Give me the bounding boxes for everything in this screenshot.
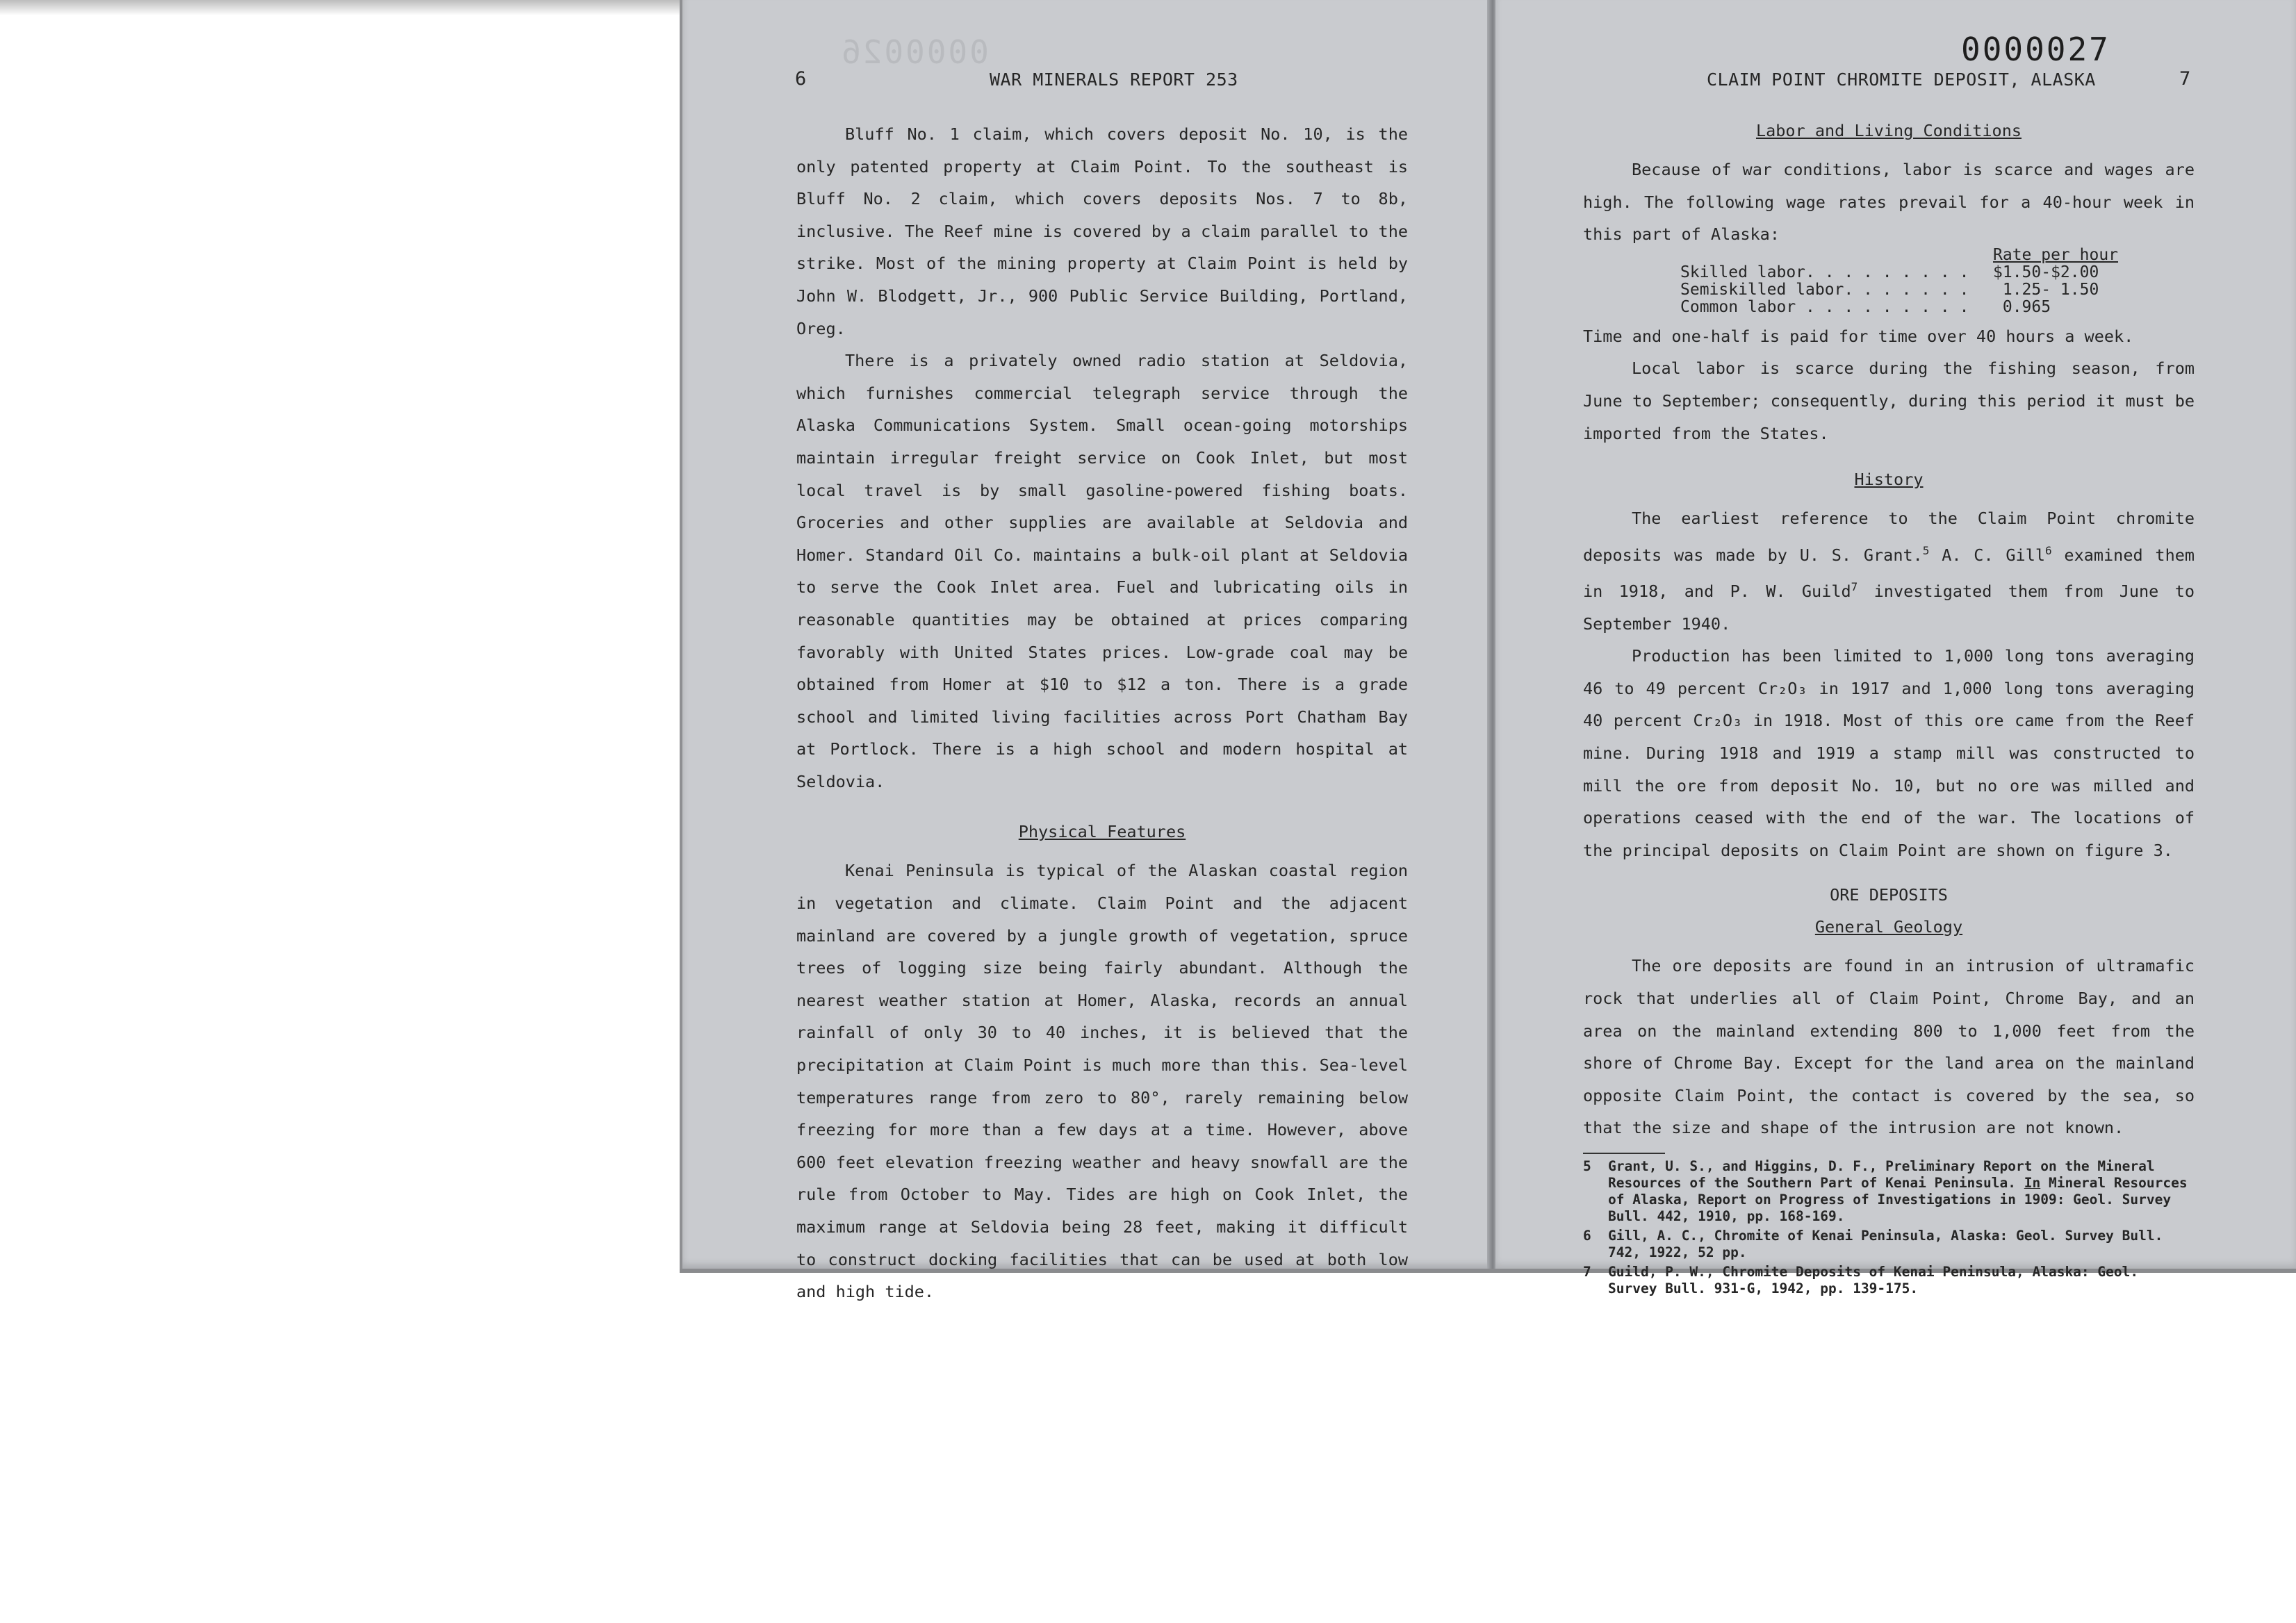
- footnotes: [1583, 1158, 2195, 1297]
- wage-rate: 0.965: [1993, 297, 2051, 316]
- heading-physical-features: Physical Features: [1018, 822, 1186, 842]
- wage-label: Skilled labor. . . . . . . . .: [1680, 263, 1969, 281]
- paragraph-physical-features: Kenai Peninsula is typical of the Alaskan coastal region in vegetation and climate. Claim Point and the adjacent mainland are covered by a jungle growth of vegetation, spruce trees of logging size being fairly abundant. Although the nearest weather station at Homer, Alaska, records an annual rainfall of only 30 to 40 inches, it is believed that the precipitation at Claim Point is much more than this. Sea-level temperatures range from zero to 80°, rarely remaining below freezing for more than a few days at a time. However, above 600 feet elevation freezing weather and heavy snowfall are the rule from October to May. Tides are high on Cook Inlet, the maximum range at Seldovia being 28 feet, making it difficult to construct docking facilities that can be used at both low and high tide.: [796, 861, 1408, 1302]
- footnote-ref: 5: [1922, 543, 1930, 557]
- footnote-ref: 6: [2045, 543, 2052, 557]
- scan-shadow: [0, 0, 681, 15]
- footnote-rule: [1583, 1153, 1665, 1154]
- wage-label: Common labor . . . . . . . . .: [1680, 297, 1969, 316]
- footnote: 6 Gill, A. C., Chromite of Kenai Peninsula, Alaska: Geol. Survey Bull. 742, 1922, 52 pp.: [1583, 1227, 2163, 1260]
- right-text-column: [1583, 115, 2195, 1300]
- wage-rate: 1.25- 1.50: [1993, 280, 2099, 299]
- wage-table-header: Rate per hour: [1993, 245, 2119, 264]
- paragraph-production: Production has been limited to 1,000 long tons averaging 46 to 49 percent Cr₂O₃ in 1917 and 1,000 long tons averaging 40 percent Cr₂O₃ in 1918. Most of this ore came from the Reef mine. During 1918 and 1919 a stamp mill was constructed to mill the ore from deposit No. 10, but no ore was milled and operations ceased with the end of the war. The locations of the principal deposits on Claim Point are shown on figure 3.: [1583, 646, 2195, 860]
- ghost-stamp: 0000026: [839, 33, 989, 71]
- right-running-head: CLAIM POINT CHROMITE DEPOSIT, ALASKA: [1707, 69, 2096, 90]
- wage-rate: $1.50-$2.00: [1993, 263, 2099, 281]
- paragraph-overtime: Time and one-half is paid for time over 40 hours a week.: [1583, 326, 2134, 346]
- heading-general-geology: General Geology: [1814, 917, 1963, 937]
- footnote: 5 Grant, U. S., and Higgins, D. F., Preliminary Report on the Mineral Resources of the Southern Part of Kenai Peninsula. In Mineral Resources of Alaska, Report on Progress of Investigations in 1909: Geol. Survey Bull. 442, 1910, pp. 168-169.: [1583, 1157, 2188, 1224]
- paragraph-services: There is a privately owned radio station at Seldovia, which furnishes commercial telegraph service through the Alaska Communications System. Small ocean-going motorships maintain irregular freight service on Cook Inlet, but most local travel is by small gasoline-powered fishing boats. Groceries and other supplies are available at Seldovia and Homer. Standard Oil Co. maintains a bulk-oil plant at Seldovia to serve the Cook Inlet area. Fuel and lubricating oils in reasonable quantities may be obtained at prices comparing favorably with United States prices. Low-grade coal may be obtained from Homer at $10 to $12 a ton. There is a grade school and limited living facilities across Port Chatham Bay at Portlock. There is a high school and modern hospital at Seldovia.: [796, 351, 1408, 791]
- heading-history: History: [1854, 470, 1924, 490]
- wage-row: [1680, 299, 2111, 316]
- footnote-ref: 7: [1851, 580, 1858, 594]
- heading-ore-deposits: ORE DEPOSITS: [1830, 885, 1948, 905]
- paragraph-ownership: Bluff No. 1 claim, which covers deposit No. 10, is the only patented property at Claim Point. To the southeast is Bluff No. 2 claim, which covers deposits Nos. 7 to 8b, inclusive. The Reef mine is covered by a claim parallel to the strike. Most of the mining property at Claim Point is held by John W. Blodgett, Jr., 900 Public Service Building, Portland, Oreg.: [796, 124, 1408, 338]
- heading-labor: Labor and Living Conditions: [1755, 121, 2022, 140]
- right-page-number: 7: [2179, 68, 2191, 90]
- paragraph-local-labor: Local labor is scarce during the fishing season, from June to September; consequently, during this period it must be imported from the States.: [1583, 359, 2195, 443]
- paragraph-labor-intro: Because of war conditions, labor is scarce and wages are high. The following wage rates prevail for a 40-hour week in this part of Alaska:: [1583, 160, 2195, 245]
- wage-row: [1680, 264, 2111, 281]
- left-text-column: [796, 118, 1408, 1308]
- wage-label: Semiskilled labor. . . . . . .: [1680, 280, 1969, 299]
- footnote: 7 Guild, P. W., Chromite Deposits of Kenai Peninsula, Alaska: Geol. Survey Bull. 931-G, 1942, pp. 139-175.: [1583, 1263, 2139, 1296]
- paragraph-general-geology: The ore deposits are found in an intrusion of ultramafic rock that underlies all of Claim Point, Chrome Bay, and an area on the mainland extending 800 to 1,000 feet from the shore of Chrome Bay. Except for the land area on the mainland opposite Claim Point, the contact is covered by the sea, so that the size and shape of the intrusion are not known.: [1583, 956, 2195, 1138]
- left-page-number: 6: [795, 68, 807, 90]
- document-stamp-number: 0000027: [1961, 31, 2110, 68]
- wage-table: [1680, 245, 2119, 316]
- left-running-head: WAR MINERALS REPORT 253: [990, 69, 1238, 90]
- paragraph-history-reference: The earliest reference to the Claim Point chromite deposits was made by U. S. Grant.$^5$ A. C. Gill$^6$ examined them in 1918, and P. W. Guild$^7$ investigated them from June to September 1940.: [1583, 509, 2195, 634]
- wage-row: [1680, 281, 2111, 299]
